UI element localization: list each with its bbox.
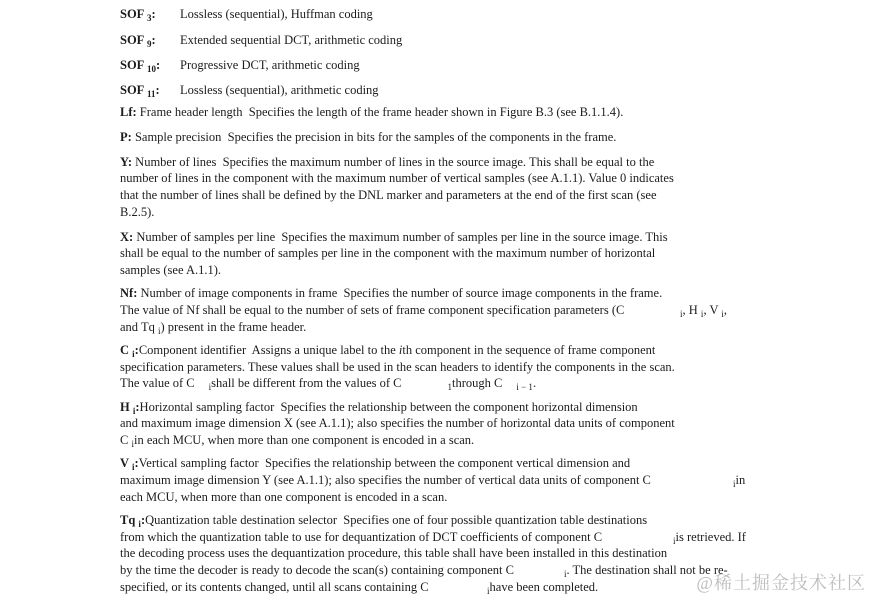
text-run: : xyxy=(134,456,139,470)
text-run: Sample precision Specifies the precision in bits for the samples of the components in the frame. xyxy=(131,130,617,144)
text-run: Nf: xyxy=(120,286,138,300)
text-line xyxy=(120,129,616,146)
text-line xyxy=(120,245,655,262)
text-run: the decoding process uses the dequantization procedure, this table shall have been installed in this destination xyxy=(120,546,668,560)
text-line xyxy=(120,399,638,416)
text-line xyxy=(120,104,623,121)
text-run: : xyxy=(151,33,156,47)
text-gap xyxy=(402,386,448,387)
text-line xyxy=(120,489,447,506)
subscript-text: 1 xyxy=(447,381,452,392)
text-line xyxy=(120,170,674,187)
text-run: each MCU, when more than one component is encoded in a scan. xyxy=(120,490,448,504)
text-run: C xyxy=(120,433,132,447)
text-gap xyxy=(195,386,209,387)
text-run: , xyxy=(723,303,728,317)
text-run: Vertical sampling factor Specifies the relationship between the component vertical dimension and xyxy=(138,456,631,470)
text-line xyxy=(120,285,662,302)
text-run: is retrieved. If xyxy=(675,530,746,544)
text-run: in xyxy=(735,473,746,487)
text-run: H xyxy=(120,400,133,414)
text-run: SOF xyxy=(120,58,147,72)
subscript-text: i xyxy=(564,568,567,579)
text-run: shall be equal to the number of samples per line in the component with the maximum number of horizontal xyxy=(120,246,656,260)
text-run: : xyxy=(134,343,139,357)
text-run: Frame header length Specifies the length of the frame header shown in Figure B.3 (see B.1.1.4). xyxy=(136,105,624,119)
text-run: Tq xyxy=(120,513,139,527)
subscript-text: i − 1 xyxy=(516,381,533,392)
text-line xyxy=(120,204,154,221)
text-run: SOF xyxy=(120,7,147,21)
text-run: specified, or its contents changed, until all scans containing C xyxy=(120,580,429,594)
text-run: Lf: xyxy=(120,105,137,119)
text-run: , V xyxy=(703,303,722,317)
text-run: . The destination shall not be re- xyxy=(566,563,728,577)
text-run: : xyxy=(140,513,146,527)
text-line xyxy=(120,342,655,359)
watermark: @稀土掘金技术社区 xyxy=(696,573,866,593)
text-run: SOF xyxy=(120,83,147,97)
text-run: have been completed. xyxy=(489,580,599,594)
subscript-text: i xyxy=(138,518,141,529)
text-run: Component identifier Assigns a unique label to the xyxy=(138,343,399,357)
subscript-text: i xyxy=(131,461,135,472)
subscript-text: i xyxy=(680,308,683,319)
text-run: Progressive DCT, arithmetic coding xyxy=(180,58,360,72)
text-run: by the time the decoder is ready to decode the scan(s) containing component C xyxy=(120,563,514,577)
subscript-text: i xyxy=(131,438,134,449)
text-line xyxy=(120,415,675,432)
subscript-text: i xyxy=(157,325,161,336)
text-run: that the number of lines shall be defined by the DNL marker and parameters at the end of the first scan (see xyxy=(120,188,657,202)
text-run: Number of samples per line Specifies the maximum number of samples per line in the source image. This xyxy=(133,230,668,244)
subscript-text: i xyxy=(673,535,676,546)
text-line xyxy=(120,359,675,376)
text-line xyxy=(120,562,728,579)
text-run: : xyxy=(155,83,160,97)
text-line xyxy=(120,82,379,99)
text-run: maximum image dimension Y (see A.1.1); also specifies the number of vertical data units of component C xyxy=(120,473,651,487)
subscript-text: 3 xyxy=(146,12,152,23)
text-line xyxy=(120,375,536,392)
text-line-tail xyxy=(733,472,745,490)
subscript-text: i xyxy=(721,308,724,319)
text-run: through C xyxy=(452,376,503,390)
text-run: , H xyxy=(682,303,701,317)
text-run: Horizontal sampling factor Specifies the relationship between the component horizontal dimension xyxy=(139,400,638,414)
text-line xyxy=(120,472,746,489)
text-run: Lossless (sequential), Huffman coding xyxy=(180,7,373,21)
text-run: and maximum image dimension X (see A.1.1); also specifies the number of horizontal data units of component xyxy=(120,416,675,430)
text-run: Number of image components in frame Specifies the number of source image components in the frame. xyxy=(137,286,663,300)
subscript-text: i xyxy=(132,405,136,416)
text-run: The value of C xyxy=(120,376,195,390)
text-run: X: xyxy=(120,230,134,244)
subscript-text: i xyxy=(700,308,704,319)
text-line xyxy=(120,455,630,472)
text-line-tail xyxy=(180,82,379,99)
text-run: Quantization table destination selector Specifies one of four possible quantization table destinations xyxy=(145,513,648,527)
text-run: C xyxy=(120,343,133,357)
text-line-tail xyxy=(673,529,746,547)
text-run: Y: xyxy=(120,155,133,169)
text-run: th component in the sequence of frame component xyxy=(402,343,656,357)
subscript-text: i xyxy=(487,585,490,596)
text-line xyxy=(120,302,728,319)
text-line xyxy=(120,512,647,529)
text-line xyxy=(120,32,403,49)
text-run: Lossless (sequential), arithmetic coding xyxy=(180,83,379,97)
text-line xyxy=(120,154,654,171)
text-line xyxy=(120,529,746,546)
subscript-text: 11 xyxy=(146,88,156,99)
text-line-tail xyxy=(680,302,727,320)
text-run: P: xyxy=(120,130,132,144)
subscript-text: i xyxy=(733,478,736,489)
text-run: : xyxy=(151,7,156,21)
subscript-text: i xyxy=(208,381,212,392)
text-line xyxy=(120,579,599,596)
text-run: number of lines in the component with the maximum number of vertical samples (see A.1.1). Value 0 indicates xyxy=(120,171,674,185)
text-run: Extended sequential DCT, arithmetic coding xyxy=(180,33,403,47)
text-run: ) present in the frame header. xyxy=(160,320,307,334)
text-line xyxy=(120,6,373,23)
text-run: : xyxy=(135,400,140,414)
text-line-tail xyxy=(180,57,360,74)
text-gap xyxy=(502,386,516,387)
text-line xyxy=(120,229,668,246)
text-run: shall be different from the values of C xyxy=(211,376,402,390)
text-line xyxy=(120,187,657,204)
text-run: and Tq xyxy=(120,320,158,334)
text-run: from which the quantization table to use for dequantization of DCT coefficients of component C xyxy=(120,530,603,544)
text-run: SOF xyxy=(120,33,147,47)
text-run: : xyxy=(155,58,161,72)
text-line-tail xyxy=(180,6,373,23)
text-run: Number of lines Specifies the maximum number of lines in the source image. This shall be equal to the xyxy=(132,155,655,169)
text-line xyxy=(120,319,306,336)
subscript-text: i xyxy=(132,348,135,359)
subscript-text: 10 xyxy=(146,63,156,74)
text-run: samples (see A.1.1). xyxy=(120,263,222,277)
text-line xyxy=(120,262,221,279)
subscript-text: 9 xyxy=(146,38,152,49)
text-line-tail xyxy=(487,579,598,597)
text-run: B.2.5). xyxy=(120,205,155,219)
text-line xyxy=(120,432,474,449)
text-run: V xyxy=(120,456,132,470)
text-line-tail xyxy=(180,32,402,49)
text-line xyxy=(120,57,360,74)
text-run: i xyxy=(398,343,403,357)
text-line xyxy=(120,545,667,562)
text-run: . xyxy=(532,376,537,390)
text-run: specification parameters. These values shall be used in the scan headers to identify the components in the scan. xyxy=(120,360,675,374)
text-run: in each MCU, when more than one component is encoded in a scan. xyxy=(133,433,475,447)
text-run: The value of Nf shall be equal to the number of sets of frame component specification parameters (C xyxy=(120,303,625,317)
